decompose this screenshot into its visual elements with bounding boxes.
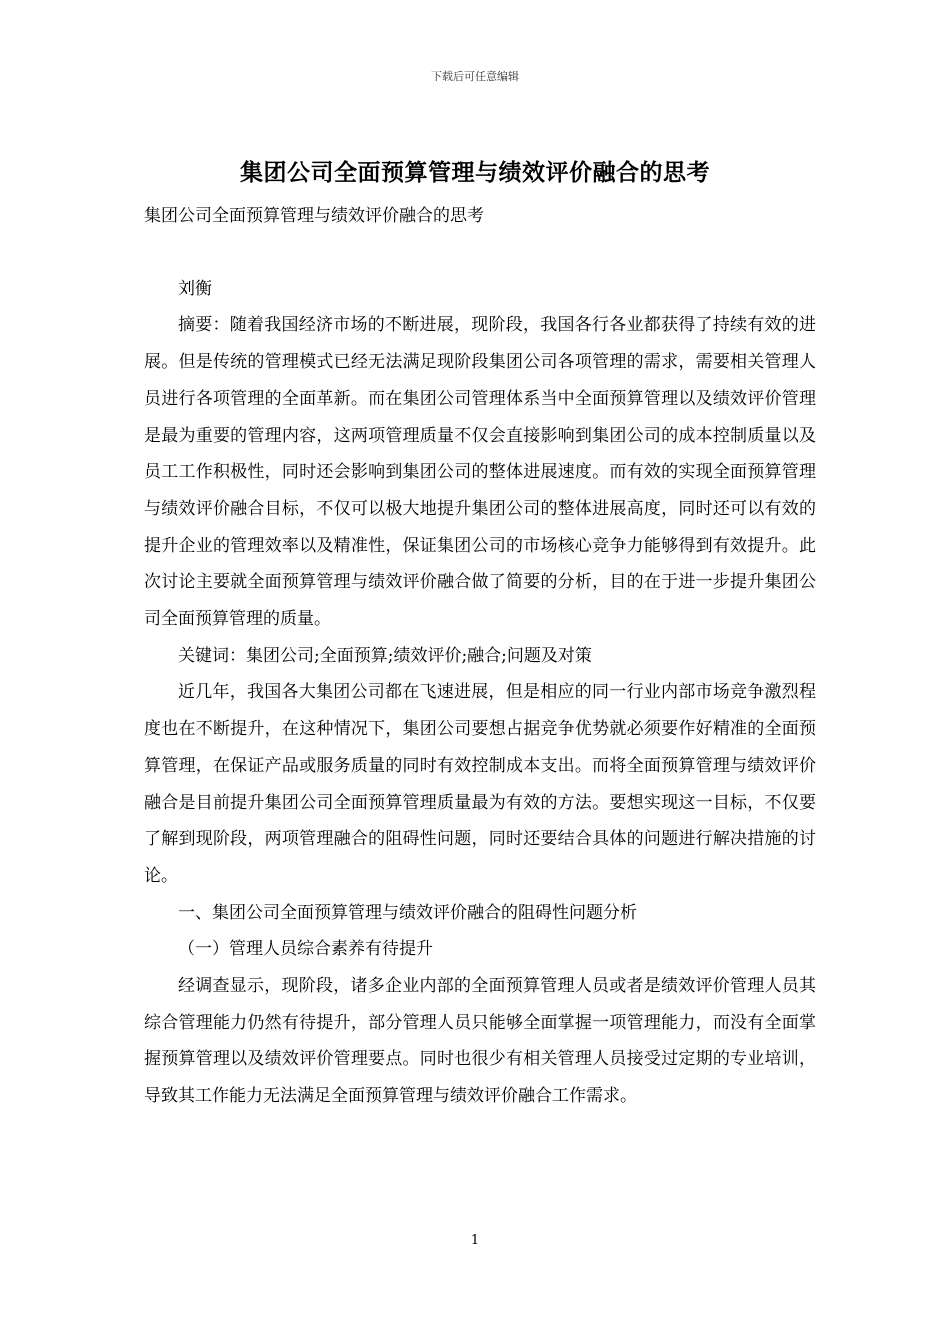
subsection-heading: （一）管理人员综合素养有待提升 bbox=[178, 939, 433, 960]
section-heading: 一、集团公司全面预算管理与绩效评价融合的阻碍性问题分析 bbox=[178, 902, 637, 923]
abstract-paragraph: 摘要：随着我国经济市场的不断进展，现阶段，我国各行各业都获得了持续有效的进展。但是传统的管理模式已经无法满足现阶段集团公司各项管理的需求，需要相关管理人员进行各项管理的全面革新。而在集团公司管理体系当中全面预算管理以及绩效评价管理是最为重要的管理内容，这两项管理质量不仅会直接影响到集团公司的成本控制质量以及员工工作积极性，同时还会影响到集团公司的整体进展速度。而有效的实现全面预算管理与绩效评价融合目标，不仅可以极大地提升集团公司的整体进展高度，同时还可以有效的提升企业的管理效率以及精准性，保证集团公司的市场核心竞争力能够得到有效提升。此次讨论主要就全面预算管理与绩效评价融合做了简要的分析，目的在于进一步提升集团公司全面预算管理的质量。 bbox=[144, 315, 816, 630]
page-number: 1 bbox=[470, 1233, 480, 1248]
author: 刘衡 bbox=[178, 278, 212, 299]
intro-paragraph: 近几年，我国各大集团公司都在飞速进展，但是相应的同一行业内部市场竞争激烈程度也在不断提升，在这种情况下，集团公司要想占据竞争优势就必须要作好精准的全面预算管理，在保证产品或服务质量的同时有效控制成本支出。而将全面预算管理与绩效评价融合是目前提升集团公司全面预算管理质量最为有效的方法。要想实现这一目标，不仅要了解到现阶段，两项管理融合的阻碍性问题，同时还要结合具体的问题进行解决措施的讨论。 bbox=[144, 682, 816, 886]
subtitle: 集团公司全面预算管理与绩效评价融合的思考 bbox=[144, 206, 484, 226]
document-body bbox=[144, 198, 816, 1115]
keywords: 关键词：集团公司;全面预算;绩效评价;融合;问题及对策 bbox=[178, 645, 592, 666]
body-paragraph: 经调查显示，现阶段，诸多企业内部的全面预算管理人员或者是绩效评价管理人员其综合管理能力仍然有待提升，部分管理人员只能够全面掌握一项管理能力，而没有全面掌握预算管理以及绩效评价管理要点。同时也很少有相关管理人员接受过定期的专业培训，导致其工作能力无法满足全面预算管理与绩效评价融合工作需求。 bbox=[144, 976, 816, 1107]
header-note: 下载后可任意编辑 bbox=[431, 70, 519, 83]
document-title: 集团公司全面预算管理与绩效评价融合的思考 bbox=[240, 159, 710, 186]
